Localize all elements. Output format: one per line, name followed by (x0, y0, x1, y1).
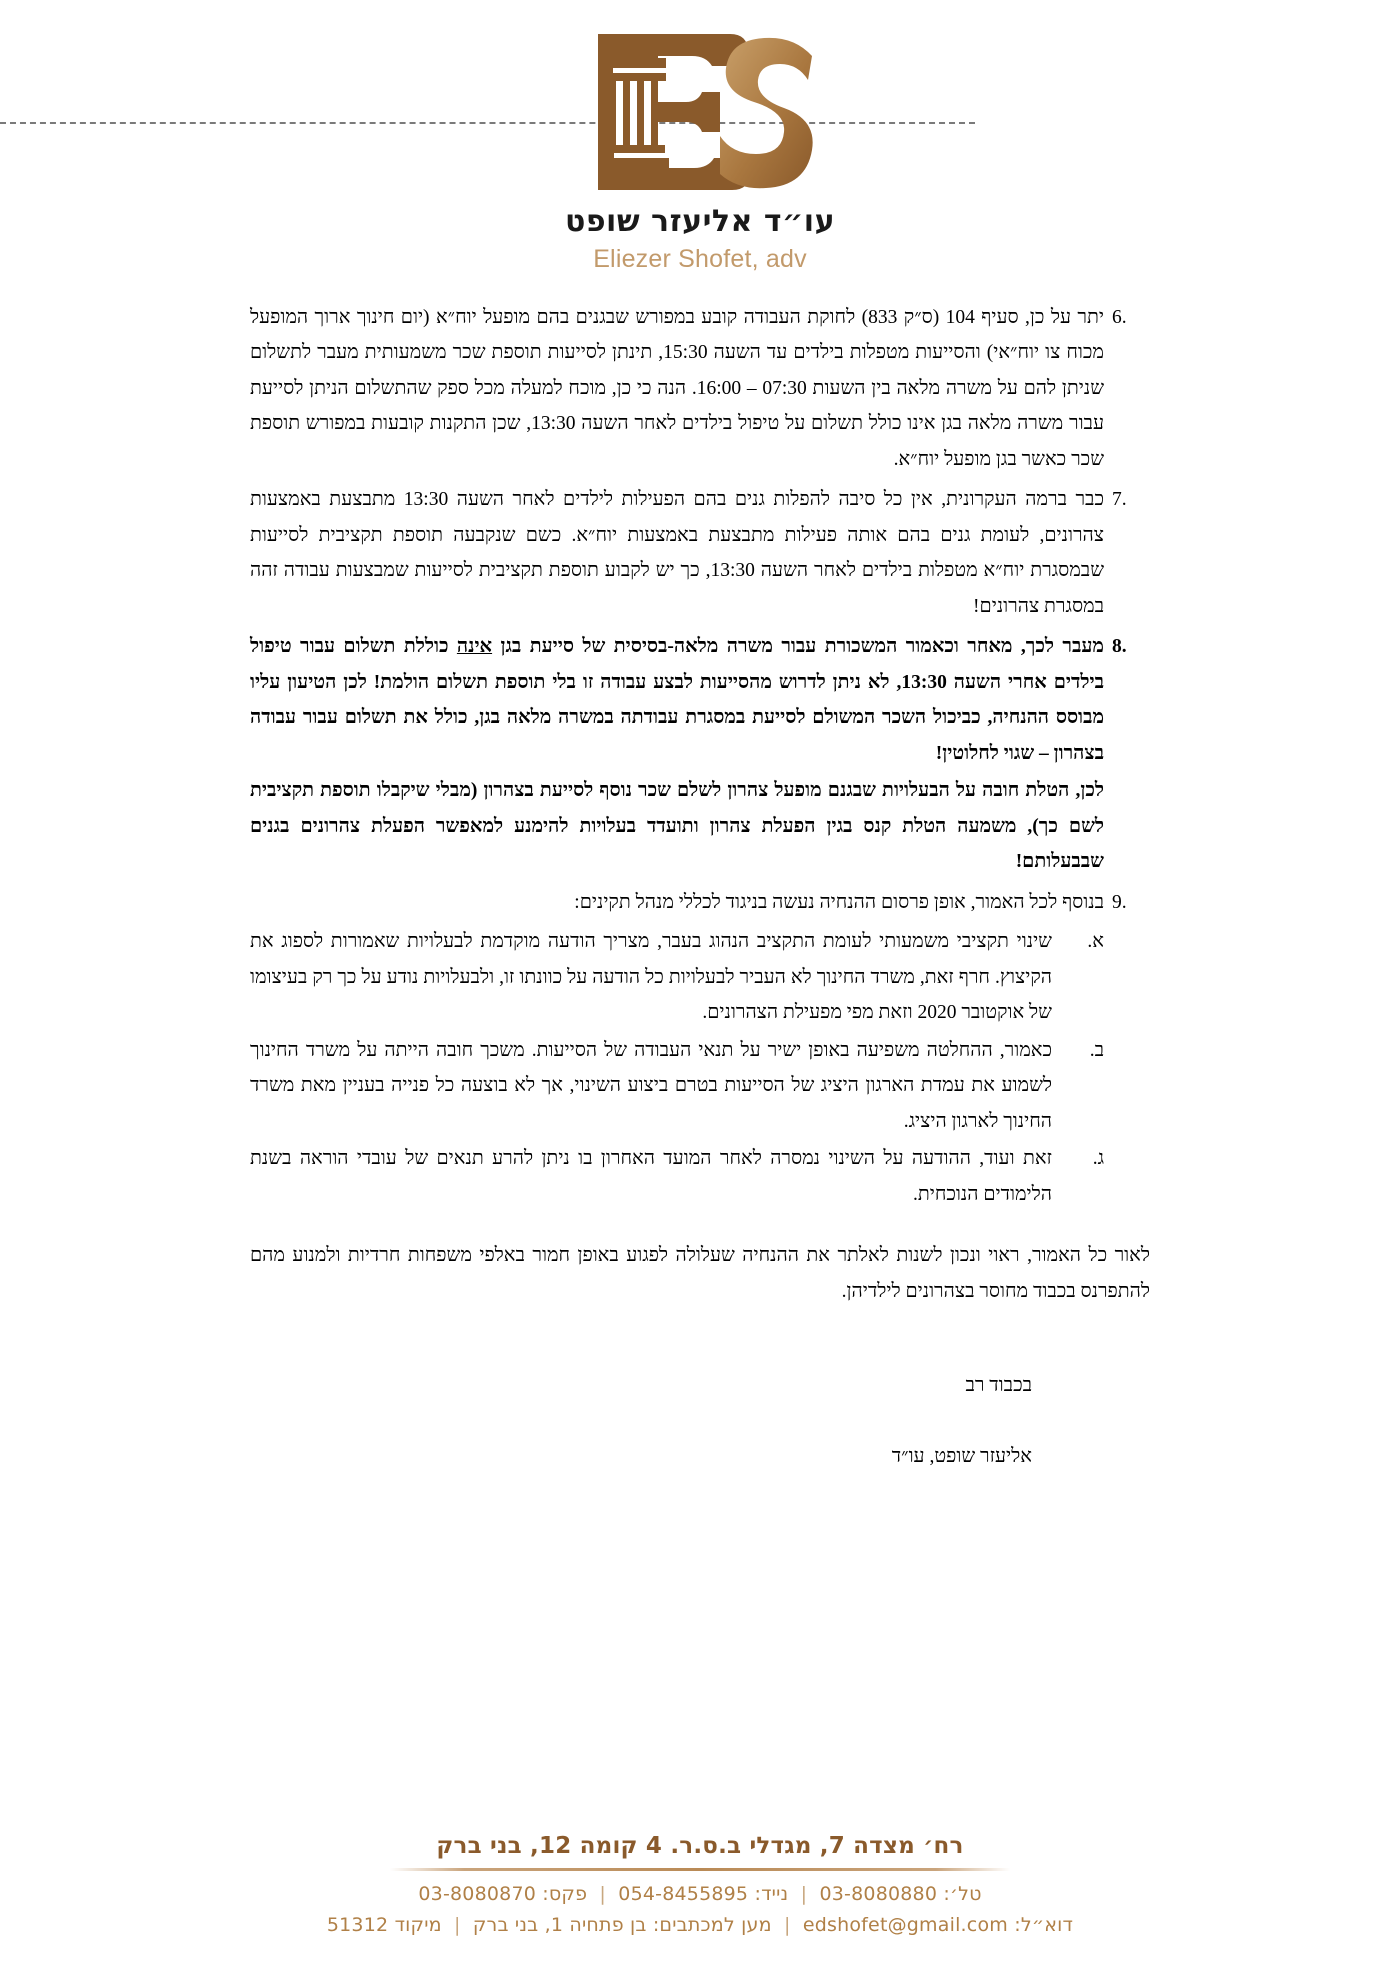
firm-name-english: Eliezer Shofet, adv (593, 245, 807, 273)
item-text: יתר על כן, סעיף 104 (ס״ק 833) לחוקת העבודה קובע במפורש שבגנים בהם מופעל יוח״א (יום חינוך ארוך המופעל מכוח צו יוח״אי) והסייעות מטפלות בילדים עד השעה 15:30, תינתן לסייעות תוספת שכר משמעותית מעבר לתשלום שניתן להם על משרה מלאה בין השעות 07:30 – 16:00. הנה כי כן, מוכח למעלה מכל ספק שהתשלום הניתן לסייעת עבור משרה מלאה בגן אינו כולל תשלום על טיפול בילדים לאחר השעה 13:30, שכן התקנות קובעות במפורש תוספת שכר כאשר בגן מופעל יוח״א. (250, 307, 1105, 470)
phone-label: טל׳: (943, 1883, 982, 1906)
es-monogram-column-logo (580, 22, 820, 202)
subitem-marker: ב. (1089, 1039, 1104, 1061)
subitem-marker: א. (1087, 931, 1104, 953)
list-item (250, 300, 1150, 477)
zip-label: מיקוד (394, 1914, 442, 1937)
signature-block (250, 1367, 1150, 1475)
numbered-list (250, 300, 1150, 1212)
closing-paragraph: לאור כל האמור, ראוי ונכון לשנות לאלתר את ההנחיה שעלולה לפגוע באופן חמור באלפי משפחות חרדיות ולמנוע מהם להתפרנס בכבוד מחוסר בצהרונים לילדיהן. (250, 1245, 1150, 1302)
item-text-continued: לכן, הטלת חובה על הבעלויות שבגנם מופעל צהרון לשלם שכר נוסף לסייעת בצהרון (מבלי שיקבלו תוספת תקציבית לשם כך), משמעה הטלת קנס בגין הפעלת צהרון ותועדד בעלויות להימנע למאפשר הפעלת צהרונים בגנים שבבעלותם! (250, 780, 1104, 873)
mobile-value[interactable]: 054-8455895 (618, 1883, 749, 1906)
item-text: כבר ברמה העקרונית, אין כל סיבה להפלות גנים בהם הפעילות לילדים לאחר השעה 13:30 מתבצעת באמצעות צהרונים, לעומת גנים בהם אותה פעילות מתבצעת באמצעות יוח״א. כשם שנקבעה תוספת תקציבית לסייעות שבמסגרת יוח״א מטפלות בילדים לאחר השעה 13:30, כך יש לקבוע תוספת תקציבית לסייעות שמבצעות עבודה זהה במסגרת צהרונים! (250, 489, 1104, 617)
footer-separator: | (454, 1914, 461, 1937)
signoff-name: אליעזר שופט, עו״ד (891, 1446, 1032, 1468)
item-marker: .6 (1112, 307, 1127, 328)
footer-separator: | (599, 1883, 607, 1906)
phone-value[interactable]: 03-8080880 (819, 1883, 938, 1906)
firm-name-hebrew: עו״ד אליעזר שופט (564, 204, 836, 239)
sublist-item (250, 1033, 1104, 1139)
footer-separator: | (800, 1883, 808, 1906)
item-text: מעבר לכך, מאחר וכאמור המשכורת עבור משרה מלאה-בסיסית של סייעת בגן אינה כוללת תשלום עבור טיפול בילדים אחרי השעה 13:30, לא ניתן לדרוש מהסייעות לבצע עבודה זו בלי תוספת תשלום הולמת! לכן הטיעון עליו מבוסס ההנחיה, כביכול השכר המשולם לסייעת במסגרת עבודתה במשרה מלאה בגן, כולל את תשלום עבור עבודה בצהרון – שגוי לחלוטין! (250, 636, 1104, 764)
letterhead (0, 0, 1400, 300)
fax-label: פקס: (542, 1883, 588, 1906)
footer-address: רח׳ מצדה 7, מגדלי ב.ס.ר. 4 קומה 12, בני ברק (436, 1833, 964, 1860)
mail-label: מען למכתבים: (652, 1914, 772, 1937)
emphasized-word: אינה (456, 636, 493, 658)
fax-value: 03-8080870 (418, 1883, 537, 1906)
item-marker: .8 (1112, 636, 1127, 658)
email-label: דוא״ל: (1014, 1914, 1074, 1937)
footer (0, 1833, 1400, 1941)
mail-address-value: בן פתחיה 1, בני ברק (472, 1914, 647, 1937)
sublist-item (250, 924, 1104, 1030)
footer-contact-line-1 (0, 1879, 1400, 1910)
subitem-text: שינוי תקציבי משמעותי לעומת התקציב הנהוג בעבר, מצריך הודעה מוקדמת לבעלויות שאמורות לספוג את הקיצוץ. חרף זאת, משרד החינוך לא העביר לבעלויות כל הודעה על כוונתו זו, ולבעלויות נודע על כך רק בעיצומו של אוקטובר 2020 וזאת מפי מפעילת הצהרונים. (250, 931, 1052, 1024)
item-marker: .9 (1112, 891, 1127, 913)
item-marker: .7 (1112, 489, 1127, 511)
logo-block (0, 22, 1400, 274)
item-text: בנוסף לכל האמור, אופן פרסום ההנחיה נעשה בניגוד לכללי מנהל תקינים: (574, 891, 1104, 913)
signoff-regards: בכבוד רב (965, 1375, 1032, 1397)
footer-contact-line-2 (0, 1910, 1400, 1941)
email-value[interactable]: edshofet@gmail.com (802, 1914, 1008, 1937)
list-item (250, 629, 1150, 879)
footer-separator: | (783, 1914, 791, 1937)
subitem-text: כאמור, ההחלטה משפיעה באופן ישיר על תנאי העבודה של הסייעות. משכך חובה הייתה על משרד החינוך לשמוע את עמדת הארגון היציג של הסייעות בטרם ביצוע השינוי, אך לא בוצעה כל פנייה בעניין מאת משרד החינוך לארגון היציג. (250, 1039, 1052, 1132)
zip-value: 51312 (326, 1914, 389, 1937)
subitem-marker: ג. (1092, 1148, 1104, 1170)
sublist-item (250, 1141, 1104, 1212)
footer-divider (390, 1868, 1010, 1871)
list-item (250, 482, 1150, 624)
lettered-sublist (250, 924, 1104, 1212)
document-body (250, 300, 1150, 1475)
subitem-text: זאת ועוד, ההודעה על השינוי נמסרה לאחר המועד האחרון בו ניתן להרע תנאים של עובדי הוראה בשנת הלימודים הנוכחית. (250, 1148, 1052, 1205)
list-item (250, 885, 1150, 1212)
mobile-label: נייד: (754, 1883, 789, 1906)
